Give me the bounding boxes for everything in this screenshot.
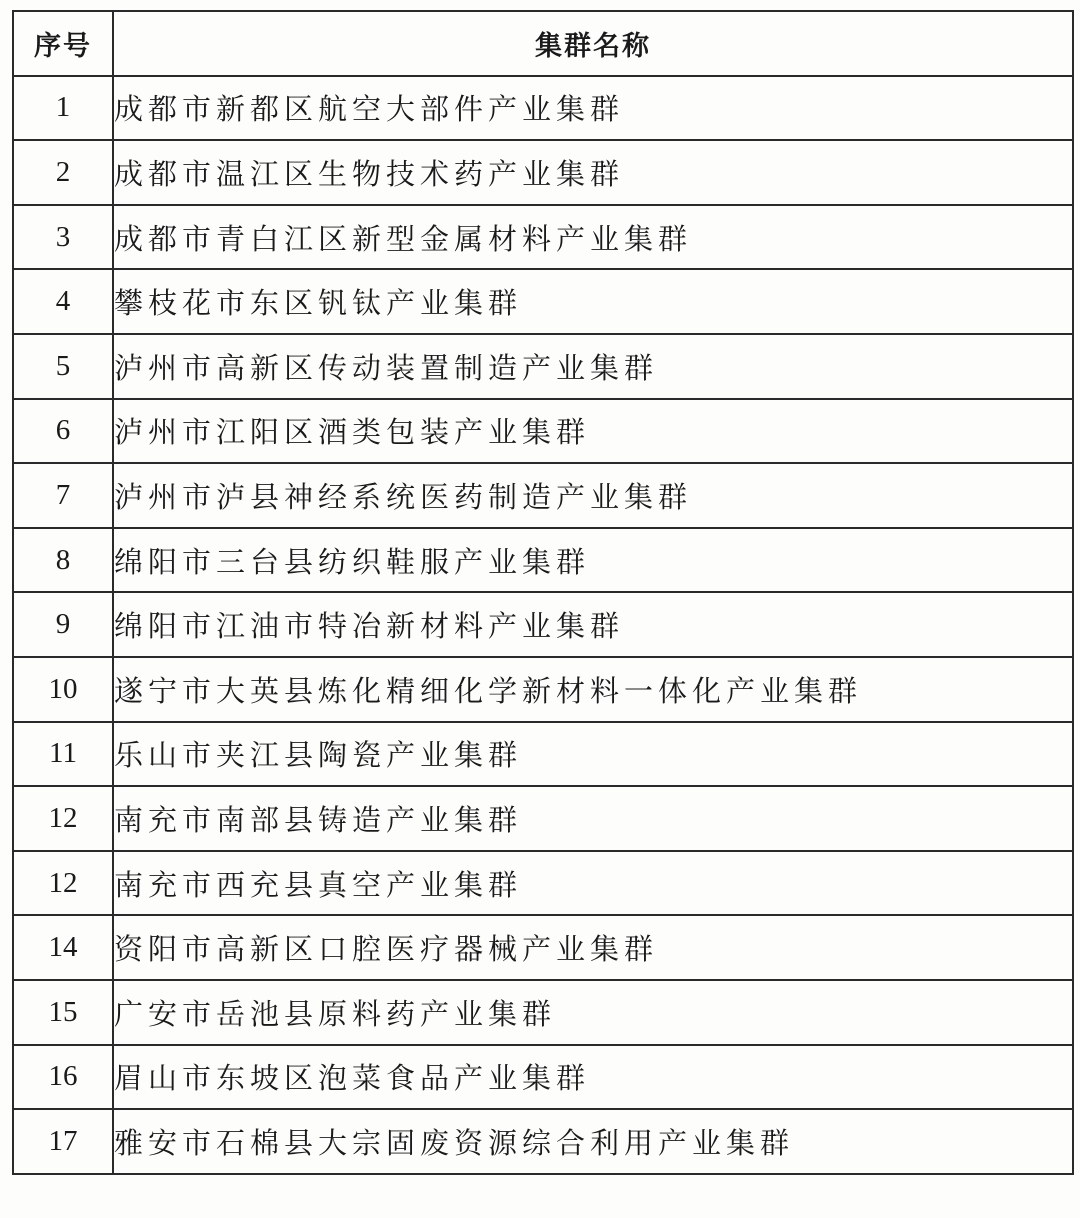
table-row [13,399,1073,464]
table-row [13,980,1073,1045]
cluster-name: 泸州市高新区传动装置制造产业集群 [113,334,1073,399]
cluster-name: 广安市岳池县原料药产业集群 [113,980,1073,1045]
row-number: 16 [13,1045,113,1110]
row-number: 12 [13,786,113,851]
row-number: 10 [13,657,113,722]
table-row [13,1109,1073,1174]
cluster-name: 遂宁市大英县炼化精细化学新材料一体化产业集群 [113,657,1073,722]
cluster-name: 成都市新都区航空大部件产业集群 [113,76,1073,141]
cluster-name: 乐山市夹江县陶瓷产业集群 [113,722,1073,787]
table-row [13,334,1073,399]
row-number: 4 [13,269,113,334]
row-number: 12 [13,851,113,916]
row-number: 17 [13,1109,113,1174]
table-row [13,528,1073,593]
cluster-name: 资阳市高新区口腔医疗器械产业集群 [113,915,1073,980]
cluster-name: 绵阳市江油市特冶新材料产业集群 [113,592,1073,657]
cluster-name: 成都市温江区生物技术药产业集群 [113,140,1073,205]
table-row [13,140,1073,205]
cluster-name: 南充市南部县铸造产业集群 [113,786,1073,851]
table-row [13,915,1073,980]
table-header-row [13,11,1073,76]
cluster-name: 绵阳市三台县纺织鞋服产业集群 [113,528,1073,593]
row-number: 5 [13,334,113,399]
row-number: 7 [13,463,113,528]
row-number: 9 [13,592,113,657]
row-number: 14 [13,915,113,980]
header-name: 集群名称 [113,11,1073,76]
table-row [13,463,1073,528]
table-row [13,269,1073,334]
table-row [13,722,1073,787]
cluster-name: 眉山市东坡区泡菜食品产业集群 [113,1045,1073,1110]
row-number: 8 [13,528,113,593]
cluster-name: 南充市西充县真空产业集群 [113,851,1073,916]
row-number: 6 [13,399,113,464]
cluster-table [12,10,1074,1175]
row-number: 11 [13,722,113,787]
header-number: 序号 [13,11,113,76]
row-number: 1 [13,76,113,141]
table-row [13,786,1073,851]
row-number: 15 [13,980,113,1045]
cluster-name: 泸州市泸县神经系统医药制造产业集群 [113,463,1073,528]
table-row [13,205,1073,270]
cluster-name: 攀枝花市东区钒钛产业集群 [113,269,1073,334]
cluster-name: 雅安市石棉县大宗固废资源综合利用产业集群 [113,1109,1073,1174]
table-row [13,76,1073,141]
table-row [13,657,1073,722]
cluster-name: 泸州市江阳区酒类包装产业集群 [113,399,1073,464]
table-row [13,851,1073,916]
table-row [13,1045,1073,1110]
row-number: 3 [13,205,113,270]
row-number: 2 [13,140,113,205]
table-row [13,592,1073,657]
cluster-name: 成都市青白江区新型金属材料产业集群 [113,205,1073,270]
